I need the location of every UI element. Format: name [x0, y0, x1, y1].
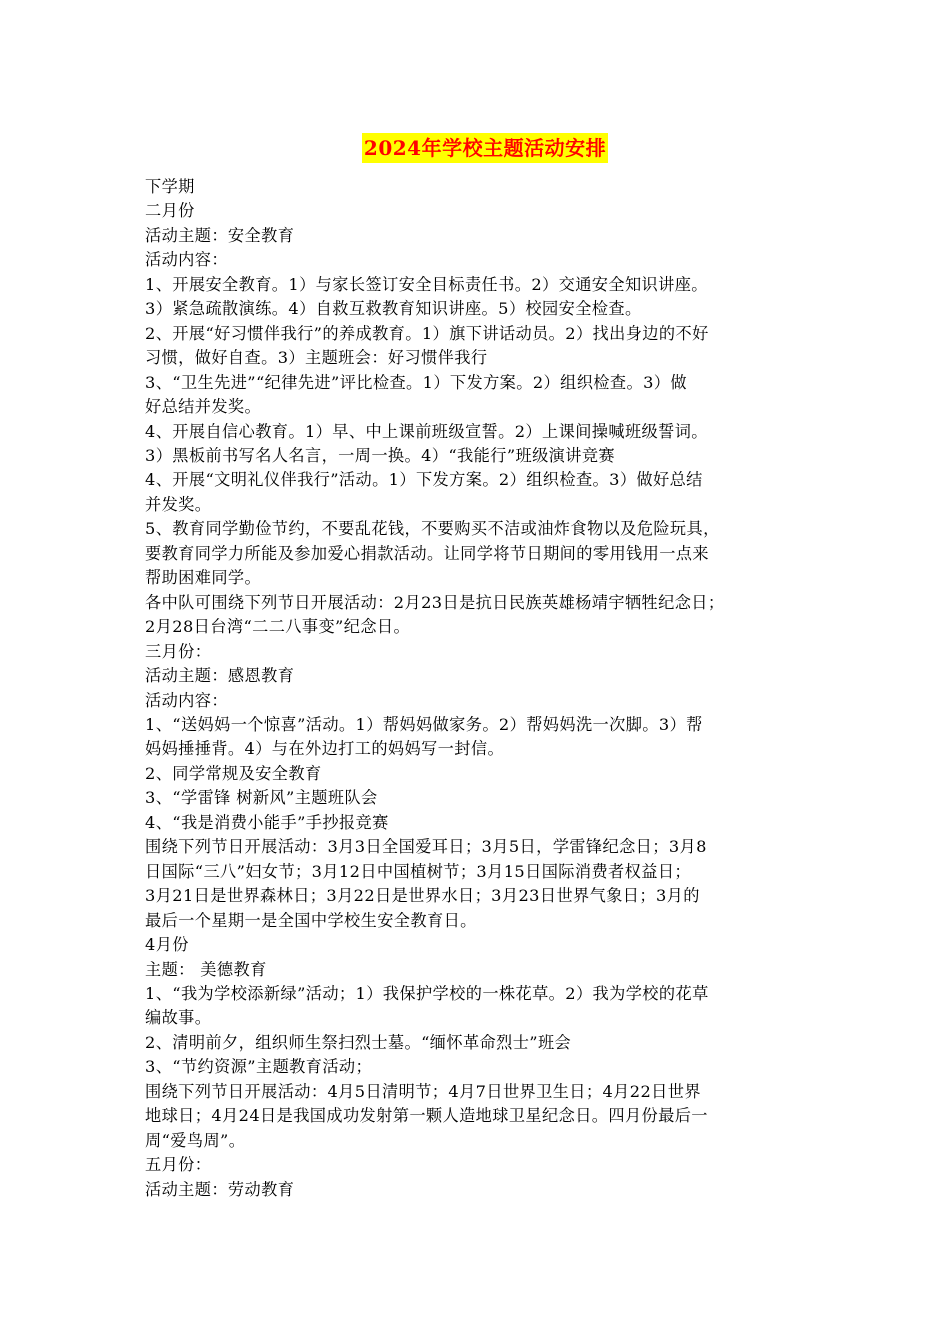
- text-line: 各中队可围绕下列节日开展活动：2月23日是抗日民族英雄杨靖宇牺牲纪念日；: [145, 592, 725, 612]
- text-line: 5、教育同学勤俭节约，不要乱花钱，不要购买不洁或油炸食物以及危险玩具，: [145, 519, 720, 539]
- text-line: 4月份: [145, 935, 189, 955]
- text-line: 活动主题：安全教育: [145, 225, 295, 245]
- text-line: 活动主题：劳动教育: [145, 1179, 295, 1199]
- text-line: 1、开展安全教育。1）与家长签订安全目标责任书。2）交通安全知识讲座。: [145, 274, 708, 294]
- text-line: 2、同学常规及安全教育: [145, 763, 322, 783]
- text-line: 好总结并发奖。: [145, 397, 262, 417]
- document-page: [145, 133, 825, 1202]
- text-line: 日国际“三八”妇女节；3月12日中国植树节；3月15日国际消费者权益日；: [145, 861, 691, 881]
- text-line: 4、开展“文明礼仪伴我行”活动。1）下发方案。2）组织检查。3）做好总结: [145, 470, 703, 490]
- title-row: [145, 133, 825, 167]
- text-line: 五月份：: [145, 1155, 212, 1175]
- text-line: 3）黑板前书写名人名言，一周一换。4）“我能行”班级演讲竞赛: [145, 445, 616, 465]
- text-line: 三月份：: [145, 641, 212, 661]
- text-line: 1、“送妈妈一个惊喜”活动。1）帮妈妈做家务。2）帮妈妈洗一次脚。3）帮: [145, 714, 703, 734]
- text-line: 要教育同学力所能及参加爱心捐款活动。让同学将节日期间的零用钱用一点来: [145, 543, 709, 563]
- text-line: 2、开展“好习惯伴我行”的养成教育。1）旗下讲话动员。2）找出身边的不好: [145, 323, 709, 343]
- text-line: 活动主题：感恩教育: [145, 666, 295, 686]
- text-line: 活动内容：: [145, 690, 228, 710]
- text-line: 围绕下列节日开展活动：4月5日清明节；4月7日世界卫生日；4月22日世界: [145, 1081, 701, 1101]
- text-line: 活动内容：: [145, 250, 228, 270]
- text-line: 主题： 美德教育: [145, 959, 267, 979]
- text-line: 2月28日台湾“二二八事变”纪念日。: [145, 617, 411, 637]
- text-line: 地球日；4月24日是我国成功发射第一颗人造地球卫星纪念日。四月份最后一: [145, 1106, 708, 1126]
- text-line: 3月21日是世界森林日；3月22日是世界水日；3月23日世界气象日；3月的: [145, 886, 700, 906]
- text-line: 周“爱鸟周”。: [145, 1130, 246, 1150]
- text-line: 最后一个星期一是全国中学校生安全教育日。: [145, 910, 477, 930]
- text-line: 二月份: [145, 201, 195, 221]
- text-line: 4、开展自信心教育。1）早、中上课前班级宣誓。2）上课间操喊班级誓词。: [145, 421, 708, 441]
- document-title: 2024年学校主题活动安排: [362, 133, 608, 163]
- text-line: 3）紧急疏散演练。4）自救互救教育知识讲座。5）校园安全检查。: [145, 299, 642, 319]
- document-body: [145, 175, 825, 1202]
- text-line: 妈妈捶捶背。4）与在外边打工的妈妈写一封信。: [145, 739, 505, 759]
- text-line: 围绕下列节日开展活动：3月3日全国爱耳日；3月5日，学雷锋纪念日；3月8: [145, 837, 707, 857]
- text-line: 3、“卫生先进”“纪律先进”评比检查。1）下发方案。2）组织检查。3）做: [145, 372, 687, 392]
- text-line: 帮助困难同学。: [145, 568, 262, 588]
- text-line: 2、清明前夕，组织师生祭扫烈士墓。“缅怀革命烈士”班会: [145, 1032, 572, 1052]
- text-line: 编故事。: [145, 1008, 212, 1028]
- text-line: 并发奖。: [145, 494, 212, 514]
- text-line: 4、“我是消费小能手”手抄报竞赛: [145, 812, 389, 832]
- text-line: 3、“节约资源”主题教育活动；: [145, 1057, 373, 1077]
- text-line: 习惯，做好自查。3）主题班会：好习惯伴我行: [145, 348, 488, 368]
- text-line: 下学期: [145, 177, 195, 196]
- text-line: 3、“学雷锋 树新风”主题班队会: [145, 788, 378, 808]
- text-line: 1、“我为学校添新绿”活动；1）我保护学校的一株花草。2）我为学校的花草: [145, 983, 709, 1003]
